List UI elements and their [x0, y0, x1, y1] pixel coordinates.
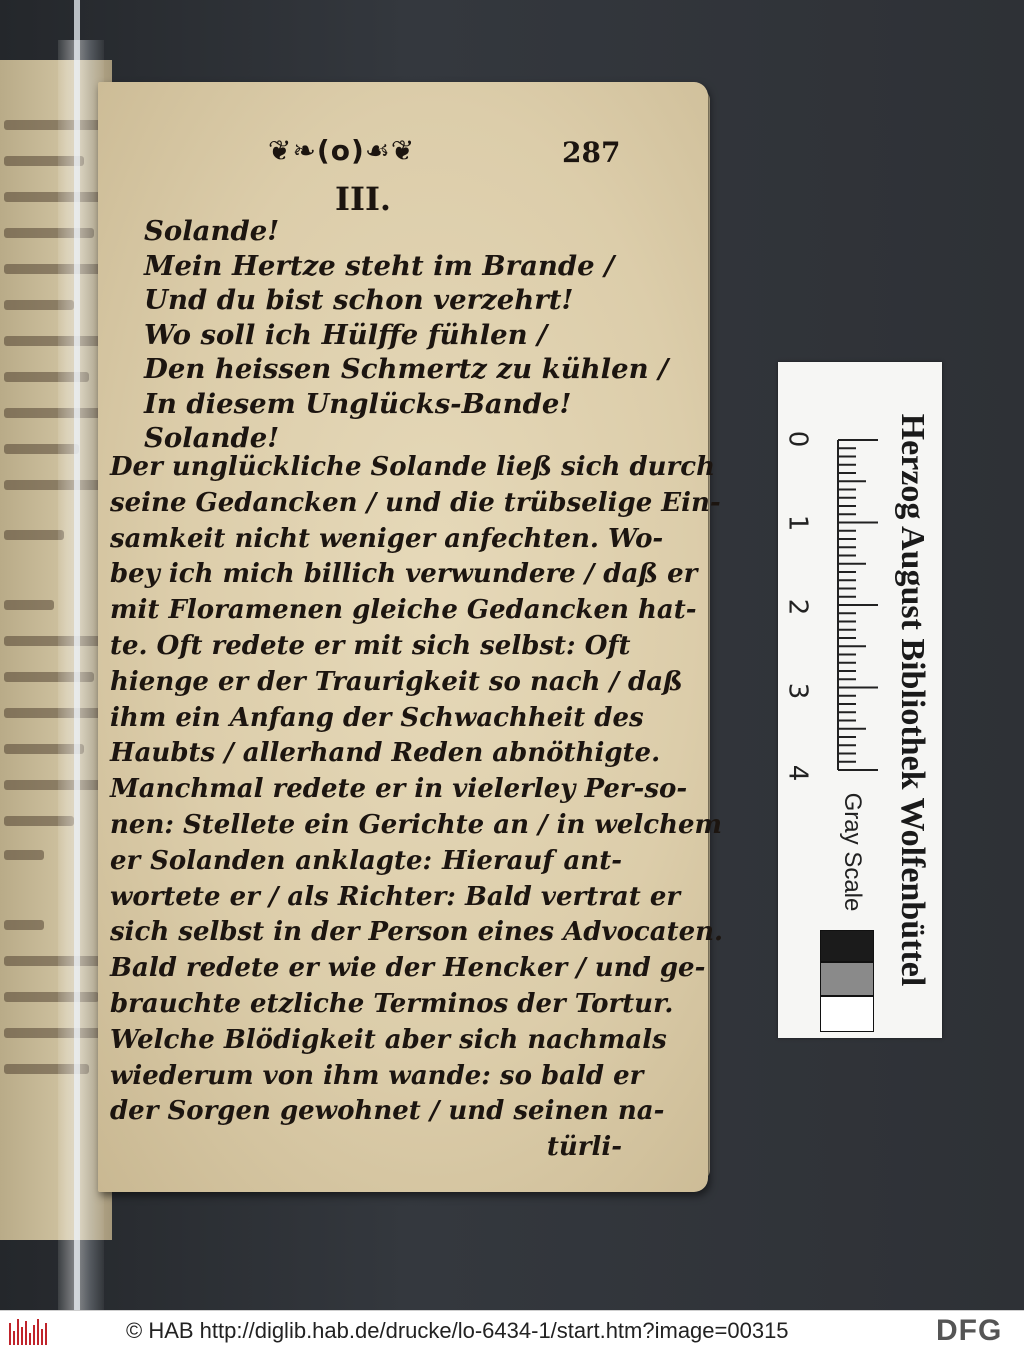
prose-line: Der unglückliche Solande ließ sich durch — [110, 452, 715, 482]
prose-line: hienge er der Traurigkeit so nach / daß — [110, 666, 683, 697]
prose-line: Haubts / allerhand Reden abnöthigte. — [110, 738, 661, 769]
verse-block — [144, 214, 669, 456]
prose-line: sich selbst in der Person eines Advocaten. — [110, 917, 724, 948]
prose-line: ihm ein Anfang der Schwachheit des — [110, 702, 644, 733]
prose-line: samkeit nicht weniger anfechten. Wo- — [110, 523, 664, 554]
verse-line: Solande! — [144, 422, 280, 454]
stanza-number: III. — [335, 180, 392, 218]
prose-line: der Sorgen gewohnet / und seinen na- — [110, 1096, 665, 1127]
verse-line: Solande! — [144, 215, 280, 247]
prose-line: er Solanden anklagte: Hierauf ant- — [110, 845, 622, 876]
header-ornament: ❦❧(o)☙❦ — [268, 134, 416, 167]
gray-patch-mid — [820, 962, 874, 996]
logo-bar — [29, 1333, 31, 1345]
prose-line: mit Floramenen gleiche Gedancken hat- — [110, 595, 697, 626]
catchword: türli- — [546, 1132, 622, 1163]
gray-scale-label: Gray Scale — [839, 792, 866, 912]
prose-line: wiederum von ihm wande: so bald er — [110, 1060, 644, 1091]
hab-logo-icon — [8, 1317, 48, 1345]
logo-bar — [41, 1329, 43, 1345]
gray-patch-dark — [820, 930, 874, 962]
library-name: Herzog August Bibliothek Wolfenbüttel — [894, 413, 931, 987]
logo-bar — [25, 1321, 27, 1345]
logo-bar — [37, 1319, 39, 1345]
ruler-number: 3 — [782, 682, 813, 700]
prose-line: te. Oft redete er mit sich selbst: Oft — [110, 630, 631, 661]
ruler-number: 2 — [782, 598, 813, 616]
prose-line: wortete er / als Richter: Bald vertrat er — [110, 881, 681, 912]
logo-bar — [17, 1319, 19, 1345]
verse-line: Den heissen Schmertz zu kühlen / — [144, 353, 669, 385]
prose-line: nen: Stellete ein Gerichte an / in welchem — [110, 809, 723, 840]
ruler-number: 0 — [782, 430, 813, 448]
logo-bar — [45, 1323, 47, 1345]
verse-line: In diesem Unglücks-Bande! — [144, 387, 572, 420]
gray-patch-white — [820, 996, 874, 1032]
verse-line: Und du bist schon verzehrt! — [144, 284, 574, 316]
logo-bar — [9, 1323, 11, 1345]
ruler-number: 4 — [782, 764, 813, 782]
logo-bar — [21, 1327, 23, 1345]
dfg-logo: DFG — [936, 1314, 1003, 1347]
logo-bar — [13, 1331, 15, 1345]
prose-line: Welche Blödigkeit aber sich nachmals — [110, 1024, 667, 1055]
ruler-number: 1 — [782, 514, 813, 532]
prose-line: seine Gedancken / und die trübselige Ein- — [110, 487, 721, 518]
logo-bar — [33, 1325, 35, 1345]
prose-line: Bald redete er wie der Hencker / und ge- — [110, 953, 706, 984]
page-number: 287 — [562, 136, 621, 169]
verse-line: Mein Hertze steht im Brande / — [144, 249, 615, 282]
copyright-url[interactable]: © HAB http://diglib.hab.de/drucke/lo-6434-1/start.htm?image=00315 — [126, 1318, 789, 1343]
prose-line: Manchmal redete er in vielerley Per-so- — [110, 774, 688, 805]
footer-bar — [0, 1310, 1024, 1351]
prose-line: bey ich mich billich verwundere / daß er — [110, 559, 698, 590]
verse-line: Wo soll ich Hülffe fühlen / — [144, 318, 548, 351]
prose-line: brauchte etzliche Terminos der Tortur. — [110, 988, 674, 1019]
prose-block — [110, 450, 724, 1166]
